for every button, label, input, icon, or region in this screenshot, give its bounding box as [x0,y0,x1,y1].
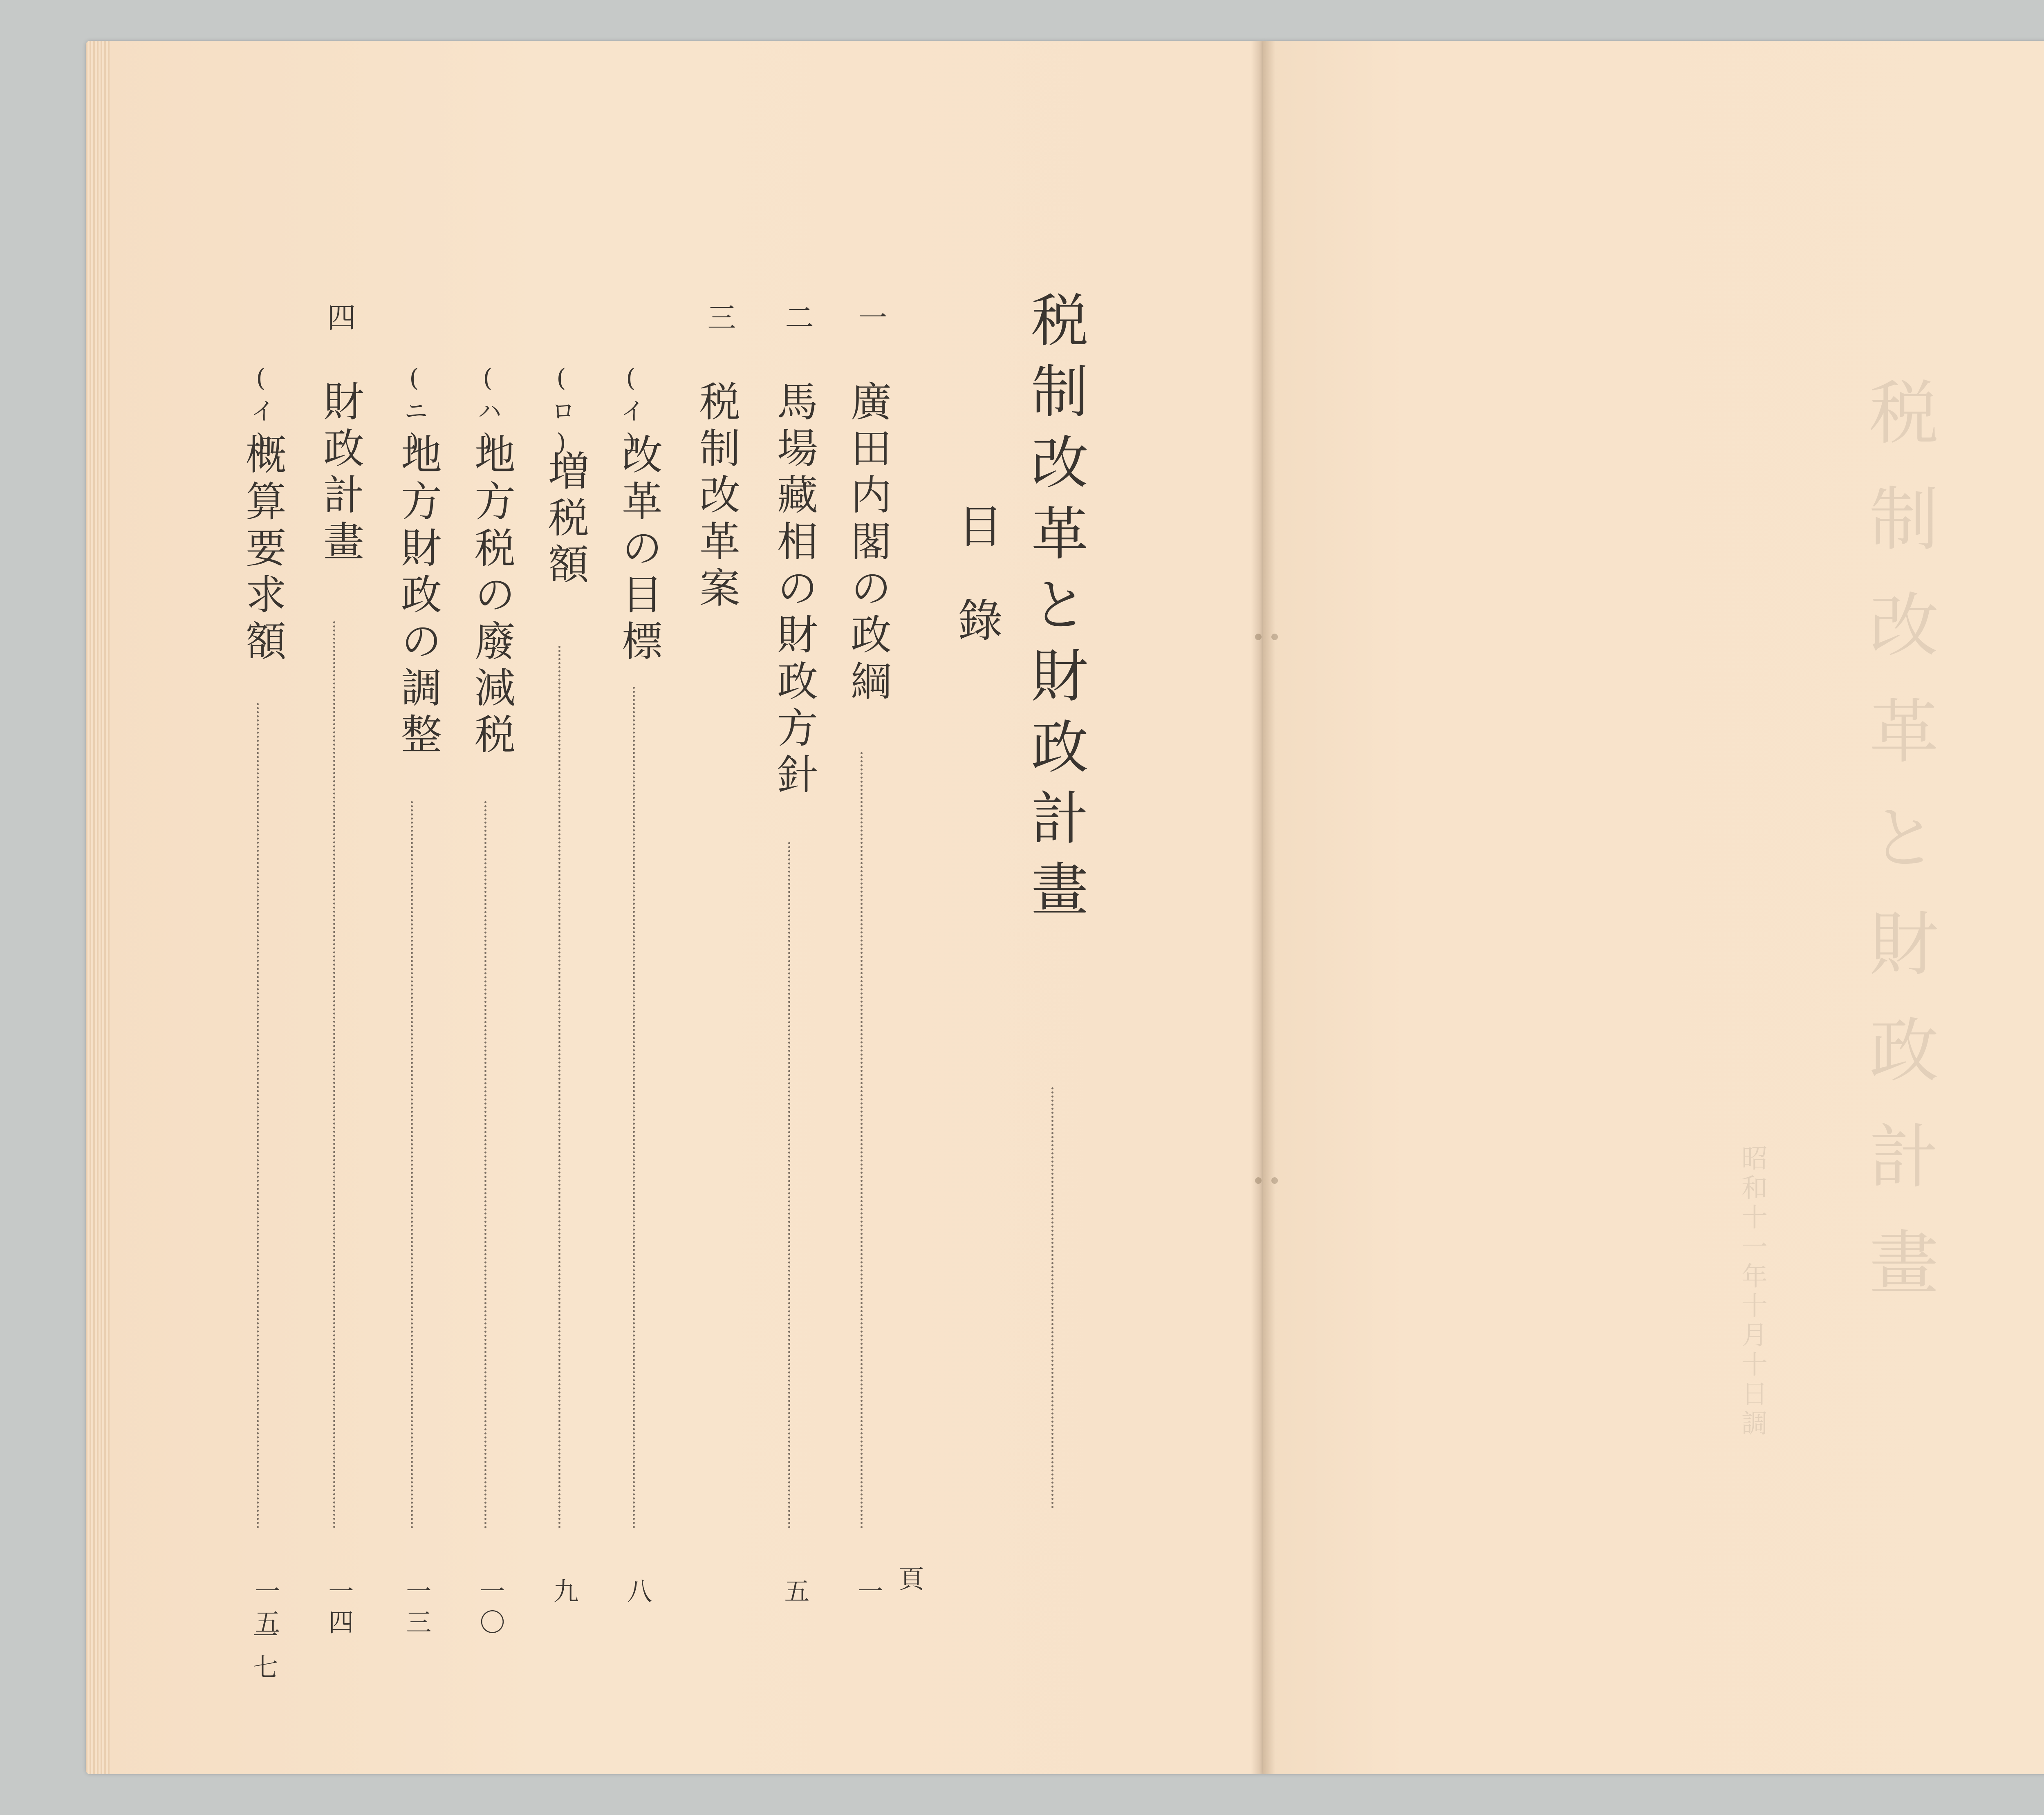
document-title: 税制改革と財政計畫 [1022,290,1088,930]
entry-number: 一 [854,302,888,337]
entry-leader [333,621,335,1529]
title-leader [1051,1087,1053,1508]
entry-label[interactable]: 概算要求額 [239,433,287,666]
show-through-date: 昭和十一年十月十日調 [1737,1145,1767,1439]
entry-leader [411,801,413,1529]
entry-page: 八 [623,1578,652,1609]
entry-number: 三 [703,302,736,337]
open-book [86,41,2044,1774]
right-page [1263,41,2044,1774]
left-page [86,41,1263,1774]
entry-label[interactable]: 増税額 [541,450,589,589]
entry-leader [558,646,560,1529]
entry-page: 一 [854,1578,883,1609]
entry-page: 九 [549,1578,579,1609]
final-page-number: 一七 [249,1623,278,1685]
left-page-edges [86,41,110,1774]
entry-page: 一五 [251,1578,280,1640]
entry-label[interactable]: 財政計畫 [316,380,364,567]
entry-number: 二 [780,302,814,337]
entry-label[interactable]: 馬場藏相の財政方針 [770,380,818,800]
entry-leader [633,687,635,1529]
entry-label[interactable]: 税制改革案 [693,380,740,613]
entry-page: 五 [780,1578,810,1609]
book-gutter [1251,41,1275,1774]
entry-leader [484,801,486,1529]
entry-page: 一〇 [475,1578,505,1640]
entry-label[interactable]: 廣田内閣の政綱 [844,380,892,706]
entry-page: 一四 [324,1578,354,1640]
page-heading: 頁 [894,1566,924,1597]
show-through-title: 税制改革と財政計畫 [1857,376,1938,1333]
entry-page: 一三 [402,1578,432,1640]
entry-label[interactable]: 地方財政の調整 [394,433,442,760]
entry-leader [788,842,790,1529]
entry-number: (ニ) [400,364,428,463]
entry-label[interactable]: 地方税の廢減税 [468,433,515,760]
entry-number: (イ) [616,364,645,463]
contents-heading: 目錄 [950,503,1003,691]
entry-label[interactable]: 改革の目標 [615,433,663,666]
entry-number: (ハ) [473,364,502,463]
entry-leader [861,752,863,1529]
entry-number: 四 [323,302,356,337]
entry-leader [257,703,259,1529]
entry-number: (ロ) [547,364,576,463]
entry-number: (イ) [247,364,275,463]
